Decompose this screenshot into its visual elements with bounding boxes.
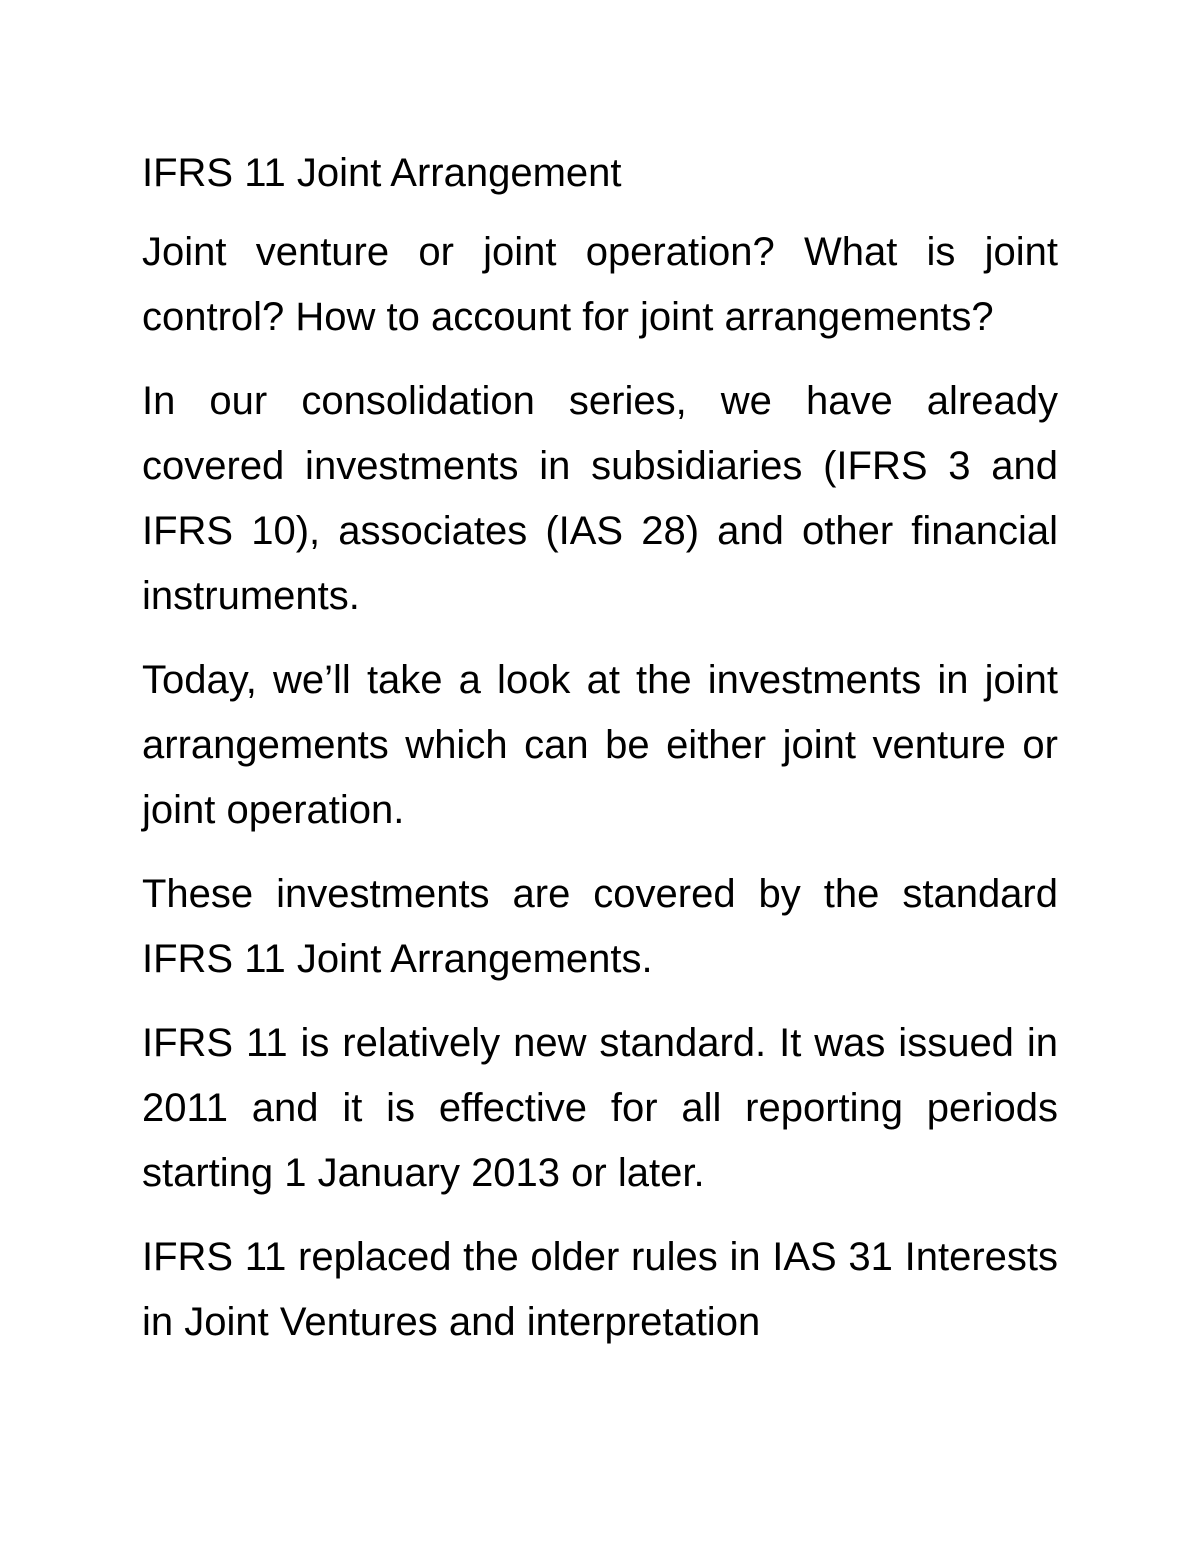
document-body (142, 146, 1058, 1355)
paragraph-today-overview: Today, we’ll take a look at the investments in joint arrangements which can be either joint venture or joint operation. (142, 658, 1058, 832)
paragraph-standard-coverage: These investments are covered by the standard IFRS 11 Joint Arrangements. (142, 872, 1058, 981)
paragraph-replaced-rules: IFRS 11 replaced the older rules in IAS 31 Interests in Joint Ventures and interpretation (142, 1235, 1058, 1344)
paragraph-consolidation-series: In our consolidation series, we have already covered investments in subsidiaries (IFRS 3 and IFRS 10), associates (IAS 28) and other financial instruments. (142, 379, 1058, 618)
document-title: IFRS 11 Joint Arrangement (142, 151, 622, 195)
paragraph-effective-date: IFRS 11 is relatively new standard. It was issued in 2011 and it is effective for all reporting periods starting 1 January 2013 or later. (142, 1021, 1058, 1195)
paragraph-joint-control-questions: Joint venture or joint operation? What is joint control? How to account for joint arrangements? (142, 230, 1058, 339)
